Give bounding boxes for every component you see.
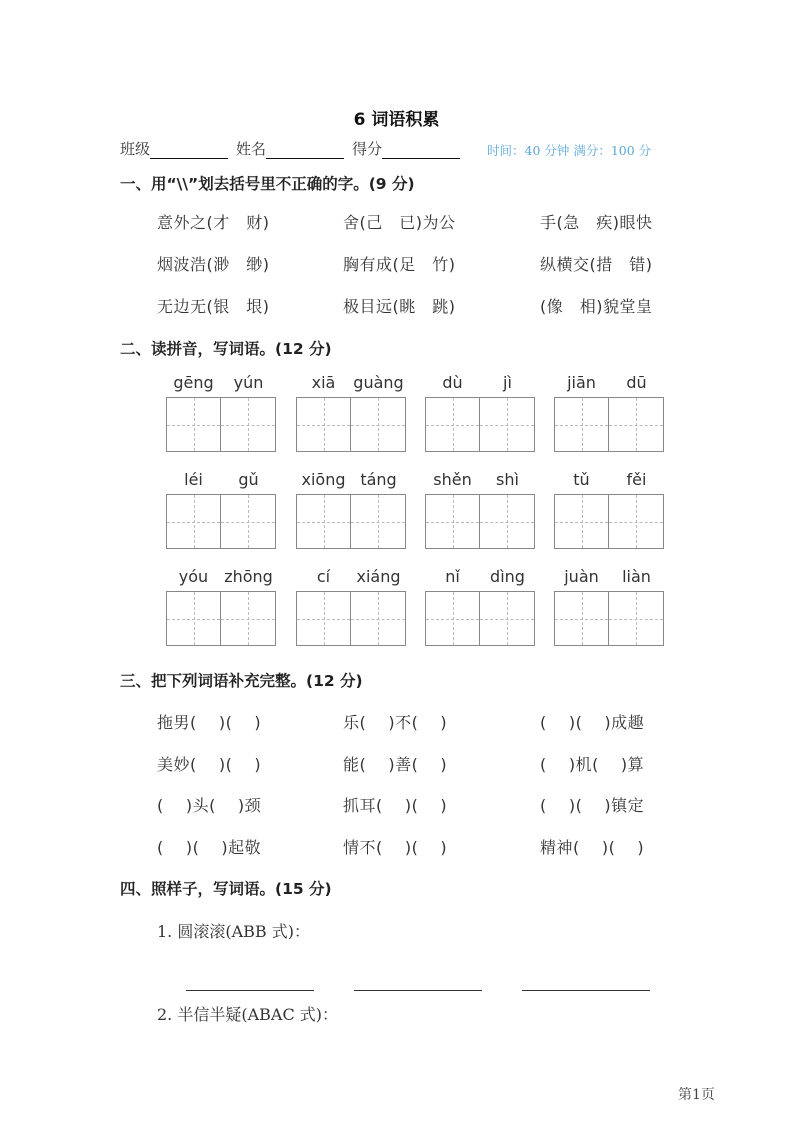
- grid-guide-line: [221, 522, 275, 523]
- writing-cell[interactable]: [554, 591, 609, 646]
- pinyin-label: cí: [316, 567, 331, 586]
- s1-item: 纵横交(措 错): [540, 255, 653, 274]
- writing-cell[interactable]: [480, 591, 535, 646]
- grid-guide-line: [555, 619, 608, 620]
- writing-grid-group[interactable]: [296, 470, 406, 549]
- writing-cell[interactable]: [221, 591, 276, 646]
- writing-cell[interactable]: [166, 397, 221, 452]
- s3-item: ( )( )镇定: [540, 796, 645, 815]
- s4-question-1: 1. 圆滚滚(ABB 式)：: [157, 922, 310, 941]
- writing-cell[interactable]: [609, 397, 664, 452]
- pinyin-label: juàn: [564, 567, 599, 586]
- writing-grid-group[interactable]: [166, 373, 276, 452]
- s1-item: 意外之(才 财): [157, 213, 270, 232]
- grid-guide-line: [555, 425, 608, 426]
- s3-item: ( )( )成趣: [540, 713, 645, 732]
- page-number: 第1页: [678, 1087, 715, 1103]
- section-3-title: 三、把下列词语补充完整。(12 分): [120, 672, 363, 690]
- writing-grid-group[interactable]: [296, 373, 406, 452]
- pinyin-label: fěi: [626, 470, 647, 489]
- writing-cell[interactable]: [296, 397, 351, 452]
- pinyin-label: shì: [496, 470, 519, 489]
- s3-item: ( )机( )算: [540, 755, 645, 774]
- name-field[interactable]: [266, 141, 344, 159]
- time-score-meta: 时间：40 分钟 满分：100 分: [487, 143, 652, 158]
- grid-guide-line: [609, 619, 663, 620]
- pinyin-label: léi: [184, 470, 203, 489]
- grid-guide-line: [297, 425, 350, 426]
- pinyin-label: jì: [503, 373, 512, 392]
- grid-guide-line: [426, 522, 479, 523]
- writing-cell[interactable]: [425, 397, 480, 452]
- writing-cell[interactable]: [351, 591, 406, 646]
- writing-cell[interactable]: [351, 494, 406, 549]
- writing-cell[interactable]: [351, 397, 406, 452]
- pinyin-label: guàng: [353, 373, 404, 392]
- section-2-title: 二、读拼音，写词语。(12 分): [120, 340, 332, 358]
- writing-cell[interactable]: [221, 494, 276, 549]
- writing-grid-group[interactable]: [166, 470, 276, 549]
- writing-cell[interactable]: [480, 397, 535, 452]
- pinyin-label: xiōng: [301, 470, 346, 489]
- class-field[interactable]: [150, 141, 228, 159]
- writing-grid-group[interactable]: [296, 567, 406, 646]
- grid-guide-line: [609, 425, 663, 426]
- writing-cell[interactable]: [166, 591, 221, 646]
- writing-cell[interactable]: [480, 494, 535, 549]
- section-4-title: 四、照样子，写词语。(15 分): [120, 880, 332, 898]
- name-label: 姓名: [236, 140, 267, 158]
- pinyin-label: dù: [442, 373, 463, 392]
- writing-grid-group[interactable]: [425, 567, 535, 646]
- grid-guide-line: [426, 619, 479, 620]
- grid-guide-line: [426, 425, 479, 426]
- answer-line[interactable]: [354, 976, 482, 995]
- pinyin-label: gēng: [173, 373, 214, 392]
- pinyin-label: xiáng: [356, 567, 401, 586]
- s3-item: 能( )善( ): [343, 755, 448, 774]
- s1-item: 烟波浩(渺 缈): [157, 255, 270, 274]
- grid-guide-line: [480, 425, 534, 426]
- grid-guide-line: [297, 619, 350, 620]
- writing-cell[interactable]: [221, 397, 276, 452]
- pinyin-label: dìng: [490, 567, 525, 586]
- grid-guide-line: [167, 522, 220, 523]
- pinyin-label: yóu: [178, 567, 209, 586]
- grid-guide-line: [555, 522, 608, 523]
- s4-question-2: 2. 半信半疑(ABAC 式)：: [157, 1005, 339, 1024]
- writing-grid-group[interactable]: [554, 470, 664, 549]
- s1-item: 舍(己 已)为公: [343, 213, 456, 232]
- pinyin-label: tǔ: [573, 470, 590, 489]
- writing-cell[interactable]: [609, 591, 664, 646]
- grid-guide-line: [351, 425, 405, 426]
- class-label: 班级: [120, 140, 151, 158]
- section-1-title: 一、用“\\”划去括号里不正确的字。(9 分): [120, 175, 415, 193]
- s3-item: ( )头( )颈: [157, 796, 262, 815]
- score-field[interactable]: [382, 141, 460, 159]
- s3-item: 拖男( )( ): [157, 713, 262, 732]
- pinyin-label: jiān: [567, 373, 596, 392]
- s1-item: 手(急 疾)眼快: [540, 213, 653, 232]
- pinyin-label: gǔ: [238, 470, 259, 489]
- writing-cell[interactable]: [425, 591, 480, 646]
- writing-cell[interactable]: [425, 494, 480, 549]
- pinyin-label: shěn: [433, 470, 472, 489]
- grid-guide-line: [167, 425, 220, 426]
- page-title: 6 词语积累: [353, 110, 440, 130]
- pinyin-label: nǐ: [445, 567, 460, 586]
- writing-cell[interactable]: [166, 494, 221, 549]
- writing-grid-group[interactable]: [166, 567, 276, 646]
- score-label: 得分: [352, 140, 383, 158]
- grid-guide-line: [167, 619, 220, 620]
- grid-guide-line: [221, 619, 275, 620]
- s1-item: (像 相)貌堂皇: [540, 297, 653, 316]
- grid-guide-line: [297, 522, 350, 523]
- writing-cell[interactable]: [296, 494, 351, 549]
- s3-item: 乐( )不( ): [343, 713, 448, 732]
- pinyin-label: yún: [233, 373, 264, 392]
- writing-grid-group[interactable]: [554, 373, 664, 452]
- grid-guide-line: [221, 425, 275, 426]
- writing-cell[interactable]: [609, 494, 664, 549]
- s1-item: 无边无(银 垠): [157, 297, 270, 316]
- writing-cell[interactable]: [296, 591, 351, 646]
- writing-grid-group[interactable]: [554, 567, 664, 646]
- student-info-row: [120, 138, 468, 159]
- s3-item: 精神( )( ): [540, 838, 645, 857]
- pinyin-label: táng: [360, 470, 397, 489]
- s3-item: ( )( )起敬: [157, 838, 262, 857]
- s3-item: 抓耳( )( ): [343, 796, 448, 815]
- s3-item: 情不( )( ): [343, 838, 448, 857]
- s1-item: 胸有成(足 竹): [343, 255, 456, 274]
- pinyin-label: liàn: [622, 567, 651, 586]
- grid-guide-line: [609, 522, 663, 523]
- s3-item: 美妙( )( ): [157, 755, 262, 774]
- writing-cell[interactable]: [554, 494, 609, 549]
- grid-guide-line: [480, 522, 534, 523]
- s1-item: 极目远(眺 跳): [343, 297, 456, 316]
- writing-grid-group[interactable]: [425, 373, 535, 452]
- writing-cell[interactable]: [554, 397, 609, 452]
- pinyin-label: dū: [626, 373, 647, 392]
- grid-guide-line: [480, 619, 534, 620]
- answer-line[interactable]: [522, 976, 650, 995]
- pinyin-label: xiā: [311, 373, 336, 392]
- writing-grid-group[interactable]: [425, 470, 535, 549]
- grid-guide-line: [351, 619, 405, 620]
- answer-line[interactable]: [186, 976, 314, 995]
- grid-guide-line: [351, 522, 405, 523]
- pinyin-label: zhōng: [224, 567, 273, 586]
